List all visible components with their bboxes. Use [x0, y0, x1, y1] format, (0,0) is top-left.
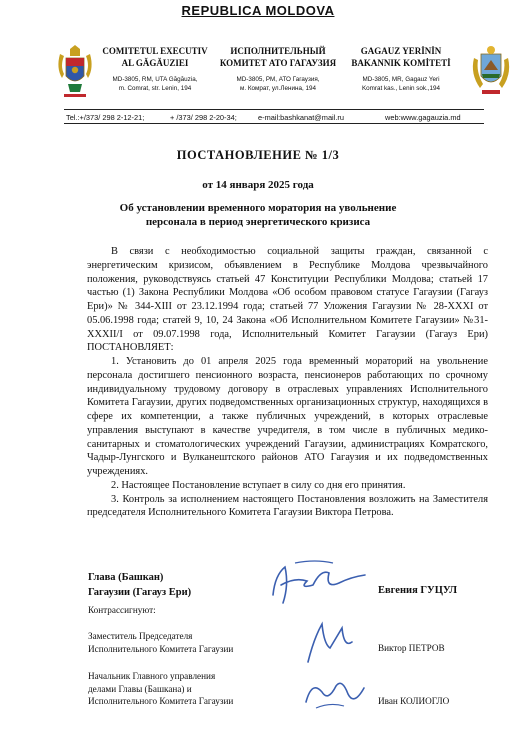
countersigned-label: Контрассигнуют: — [88, 605, 156, 615]
right-address-line2: Komrat kas., Lenin sok.,194 — [361, 85, 441, 92]
center-address-line1: MD-3805, РМ, АТО Гагаузия, — [236, 76, 320, 83]
chief-name: Иван КОЛИОГЛО — [378, 696, 450, 706]
head-name: Евгения ГУЦУЛ — [378, 585, 458, 596]
contact-fax: + /373/ 298 2-20-34; — [170, 113, 237, 122]
decree-body — [87, 245, 488, 520]
center-address-line2: м. Комрат, ул.Ленина, 194 — [240, 85, 316, 92]
left-title-line1: COMITETUL EXECUTIV — [102, 46, 208, 56]
right-title — [342, 45, 460, 69]
decree-title: ПОСТАНОВЛЕНИЕ № 1/3 — [176, 148, 340, 162]
clause-2-paragraph: 2. Настоящее Постановление вступает в силу со дня его принятия. — [111, 479, 406, 491]
right-title-line1: GAGAUZ YERİNİN — [360, 46, 442, 56]
head-position-line2: Гагаузии (Гагауз Ери) — [88, 587, 192, 598]
center-title-line2: КОМИТЕТ АТО ГАГАУЗИЯ — [219, 58, 337, 68]
chief-position-line2: делами Главы (Башкана) и — [88, 683, 192, 694]
right-title-line2: BAKANNIK KOMİTETİ — [351, 58, 451, 68]
clause-3-paragraph: 3. Контроль за исполнением настоящего Постановления возложить на Заместителя председателя Исполнительного Комитета Гагаузии Виктора Петрова. — [87, 493, 488, 519]
decree-subject — [60, 201, 456, 229]
chief-signature-image — [300, 672, 370, 712]
left-address — [96, 75, 214, 93]
chief-position — [88, 670, 233, 708]
contact-web: web:www.gagauzia.md — [385, 113, 461, 122]
head-position-line1: Глава (Башкан) — [88, 572, 164, 583]
contact-tel: Tel.:+/373/ 298 2-12-21; — [66, 113, 145, 122]
header-divider-bottom — [64, 123, 484, 124]
deputy-signature-image — [300, 618, 360, 668]
right-address — [342, 75, 460, 93]
subject-line2: персонала в период энергетического кризиса — [145, 216, 371, 228]
moldova-coat-of-arms-icon — [54, 44, 96, 100]
contact-email: e-mail:bashkanat@mail.ru — [258, 113, 344, 122]
head-signature-image — [255, 555, 375, 615]
clause-1-paragraph: 1. Установить до 01 апреля 2025 года временный мораторий на увольнение персонала достигшего пенсионного возраста, пенсионеров работающих по срочному индивидуальному трудовому договору в отраслевых управлениях Исполнительного Комитета Гагаузии, других подведомственных организационных структур, находящихся в сфере их компетенции, а также публичных учреждений, в которых отраслевые управления выступают в качестве учредителя, в том числе в публичных медико-санитарных и стоматологических учреждений Гагаузии, администрациях Комратского, Чадыр-Лунгского и Вулканештского районов АТО Гагаузия и их подведомственных учреждениях. — [87, 356, 488, 477]
left-title-line2: AL GĂGĂUZIEI — [121, 58, 189, 68]
decree-date: от 14 января 2025 года — [202, 179, 314, 191]
gagauzia-coat-of-arms-icon — [470, 44, 512, 100]
preamble-paragraph: В связи с необходимостью социальной защиты граждан, связанной с энергетическим кризисом, объявлением в Республике Молдова чрезвычайного положения, руководствуясь статьей 47 Конституции Республики Молдова; статьей 17 частью (1) Закона Республики Молдова «Об особом правовом статусе Гагаузии (Гагауз Ери)» № 344-XIII от 23.12.1994 года; статьей 77 Уложения Гагаузии № 28-XXXI от 05.06.1998 года; статей 9, 10, 24 Закона «Об Исполнительном Комитете Гагаузии» №31-XXXII/I от 09.07.1998 года, Исполнительный Комитет Гагаузии (Гагауз Ери) ПОСТАНОВЛЯЕТ: — [87, 246, 488, 354]
head-position — [88, 570, 191, 600]
left-address-line2: m. Comrat, str. Lenin, 194 — [118, 85, 192, 92]
left-title — [96, 45, 214, 69]
chief-position-line1: Начальник Главного управления — [88, 671, 216, 681]
center-title — [216, 45, 340, 69]
chief-position-line3: Исполнительного Комитета Гагаузии — [88, 696, 234, 706]
header-divider-top — [64, 109, 484, 110]
right-address-line1: MD-3805, MR, Gagauz Yeri — [362, 76, 440, 83]
subject-line1: Об установлении временного моратория на увольнение — [119, 202, 397, 214]
deputy-position-line2: Исполнительного Комитета Гагаузии — [88, 643, 234, 654]
center-title-line1: ИСПОЛНИТЕЛЬНЫЙ — [230, 46, 326, 56]
deputy-name: Виктор ПЕТРОВ — [378, 643, 445, 653]
left-address-line1: MD-3805, RM, UTA Găgăuzia, — [112, 76, 198, 83]
center-address — [216, 75, 340, 93]
deputy-position-line1: Заместитель Председателя — [88, 631, 193, 641]
deputy-position — [88, 630, 233, 655]
republic-title: REPUBLICA MOLDOVA — [181, 3, 335, 18]
